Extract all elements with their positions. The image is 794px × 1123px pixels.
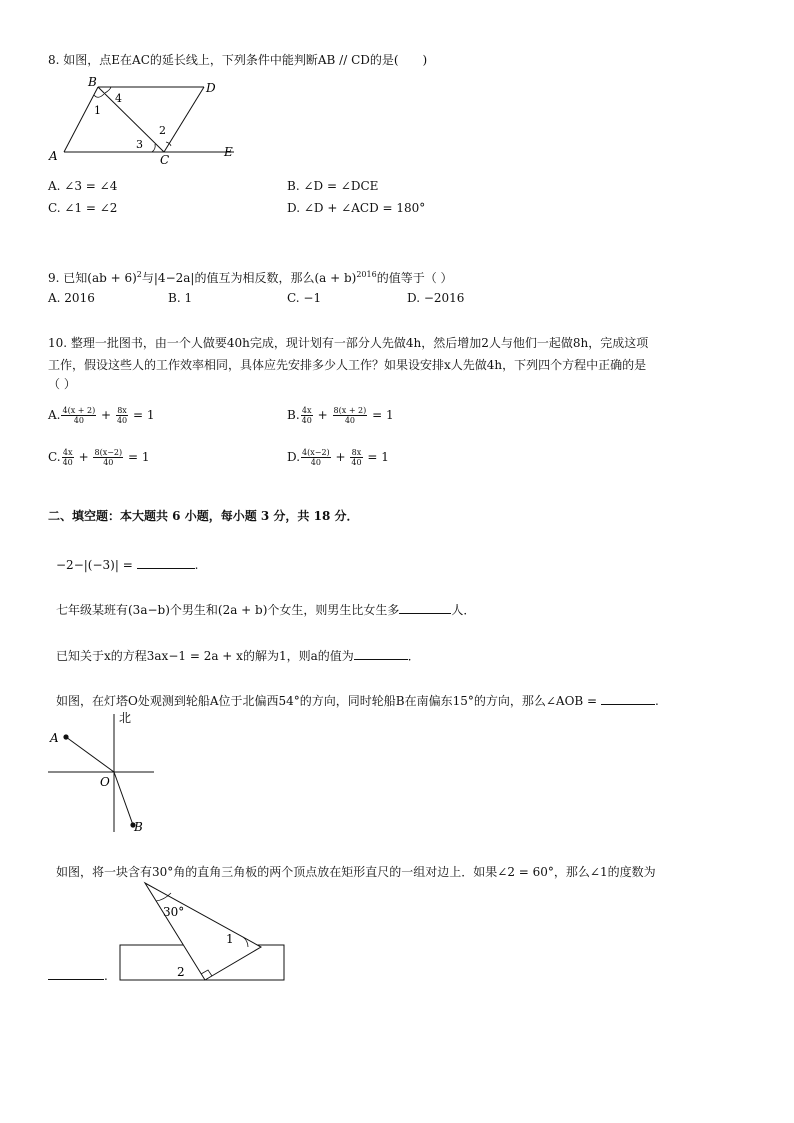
q8-option-b: B. ∠D = ∠DCE xyxy=(287,179,379,193)
compass-figure xyxy=(44,710,164,836)
fill-question-1 xyxy=(56,556,198,573)
q8-label-a: A xyxy=(49,149,58,163)
q10-option-a xyxy=(48,406,154,425)
numerator: 4x xyxy=(301,406,312,415)
fill-3-end: ． xyxy=(407,649,420,663)
q8-figure xyxy=(44,76,244,166)
q8-angle-4: 4 xyxy=(115,92,122,105)
q9-option-a: A. 2016 xyxy=(48,291,95,305)
denominator: 40 xyxy=(301,416,312,425)
q8-label-b: B xyxy=(88,76,97,89)
fill-2-text: 七年级某班有(3a−b)个男生和(2a + b)个女生，则男生比女生多 xyxy=(56,603,400,617)
q9-stem-part-b: 与|4−2a|的值互为相反数，那么(a + b) xyxy=(141,271,357,285)
fill-question-5: 如图，将一块含有30°角的直角三角板的两个顶点放在矩形直尺的一组对边上．如果∠2 = 60°，那么∠1的度数为 xyxy=(56,865,656,879)
q8-angle-2: 2 xyxy=(159,124,166,137)
q10-c-label: C. xyxy=(48,450,61,464)
numerator: 4x xyxy=(62,448,73,457)
fill-question-5-answer xyxy=(48,967,108,984)
denominator: 40 xyxy=(310,458,321,467)
label-a: A xyxy=(50,731,59,745)
fill-question-2 xyxy=(56,601,475,618)
q8-option-d: D. ∠D + ∠ACD = 180° xyxy=(287,201,426,215)
q9-stem-exponent-2: 2016 xyxy=(356,270,377,279)
q10-b-label: B. xyxy=(287,408,300,422)
fill-2-end: 人． xyxy=(451,603,476,617)
plus-sign: + xyxy=(101,408,112,422)
q8-stem: 8. 如图，点E在AC的延长线上，下列条件中能判断AB // CD的是( ) xyxy=(48,53,428,67)
fill-question-4 xyxy=(56,692,659,709)
answer-blank[interactable] xyxy=(354,647,408,660)
denominator: 40 xyxy=(62,458,73,467)
q10-stem-line1: 10. 整理一批图书，由一个人做要40h完成，现计划有一部分人先做4h，然后增加2人与他们一起做8h，完成这项 xyxy=(48,336,649,350)
fraction xyxy=(301,406,313,425)
fill-4-text: 如图，在灯塔O处观测到轮船A位于北偏西54°的方向，同时轮船B在南偏东15°的方向，那么∠AOB = xyxy=(56,694,601,708)
answer-blank[interactable] xyxy=(399,601,451,614)
q9-option-b: B. 1 xyxy=(168,291,193,305)
numerator: 8(x−2) xyxy=(94,448,123,457)
q10-a-label: A. xyxy=(48,408,61,422)
q10-stem-line2: 工作，假设这些人的工作效率相同，具体应先安排多少人工作？如果设安排x人先做4h，下列四个方程中正确的是 xyxy=(48,358,647,372)
point-a xyxy=(63,734,68,739)
fraction xyxy=(333,406,368,425)
numerator: 4(x−2) xyxy=(302,448,330,457)
fill-question-3 xyxy=(56,647,420,664)
north-label: 北 xyxy=(119,711,132,725)
fraction xyxy=(301,448,331,467)
q9-stem-part-a: 9. 已知(ab + 6) xyxy=(48,271,137,285)
answer-blank[interactable] xyxy=(137,556,195,569)
q8-label-e: E xyxy=(224,145,233,159)
q9-stem-exponent-1: 2 xyxy=(136,270,142,279)
q10-d-label: D. xyxy=(287,450,301,464)
denominator: 40 xyxy=(116,416,128,425)
fraction xyxy=(61,406,96,425)
fraction xyxy=(350,448,362,467)
denominator: 40 xyxy=(351,458,362,467)
fill-5-end: . xyxy=(104,969,108,983)
q9-stem xyxy=(48,267,453,286)
fill-3-text: 已知关于x的方程3ax−1 = 2a + x的解为1，则a的值为 xyxy=(56,649,354,663)
q10-option-d xyxy=(287,448,389,467)
label-b: B xyxy=(134,820,143,834)
q8-option-c: C. ∠1 = ∠2 xyxy=(48,201,118,215)
fill-1-text: −2−|(−3)| = xyxy=(56,558,137,572)
fill-1-end: . xyxy=(194,558,199,572)
rhs: = 1 xyxy=(132,408,155,422)
denominator: 40 xyxy=(344,416,355,425)
answer-blank[interactable] xyxy=(601,692,655,705)
numerator: 8(x + 2) xyxy=(333,406,367,415)
q8-label-d: D xyxy=(206,81,216,95)
q10-stem-line3: （ ） xyxy=(48,377,76,391)
numerator: 8x xyxy=(117,406,127,415)
numerator: 4(x + 2) xyxy=(62,406,96,415)
plus-sign: + xyxy=(317,408,328,422)
angle-30-label: 30° xyxy=(163,905,185,919)
triangle-ruler-figure xyxy=(115,875,295,985)
q8-label-c: C xyxy=(160,153,170,166)
fraction xyxy=(62,448,74,467)
right-triangle xyxy=(145,883,261,980)
fraction xyxy=(93,448,123,467)
fraction xyxy=(116,406,128,425)
angle-2-label: 2 xyxy=(177,965,185,979)
rhs: = 1 xyxy=(127,450,150,464)
rhs: = 1 xyxy=(372,408,394,422)
denominator: 40 xyxy=(103,458,114,467)
fill-4-end: . xyxy=(654,694,659,708)
q8-angle-1: 1 xyxy=(94,104,101,117)
q10-option-c xyxy=(48,448,149,467)
plus-sign: + xyxy=(78,450,89,464)
q9-option-c: C. −1 xyxy=(287,291,322,305)
label-o: O xyxy=(100,775,110,789)
answer-blank[interactable] xyxy=(48,967,104,980)
q9-option-d: D. −2016 xyxy=(407,291,465,305)
rhs: = 1 xyxy=(367,450,389,464)
q9-stem-part-c: 的值等于（ ） xyxy=(376,271,453,285)
q8-option-a: A. ∠3 = ∠4 xyxy=(48,179,118,193)
q8-angle-3: 3 xyxy=(136,138,143,151)
denominator: 40 xyxy=(73,416,84,425)
q10-option-b xyxy=(287,406,394,425)
section-heading: 二、填空题：本大题共 6 小题，每小题 3 分，共 18 分． xyxy=(48,509,359,523)
numerator: 8x xyxy=(351,448,362,457)
plus-sign: + xyxy=(335,450,346,464)
angle-1-label: 1 xyxy=(226,932,234,946)
